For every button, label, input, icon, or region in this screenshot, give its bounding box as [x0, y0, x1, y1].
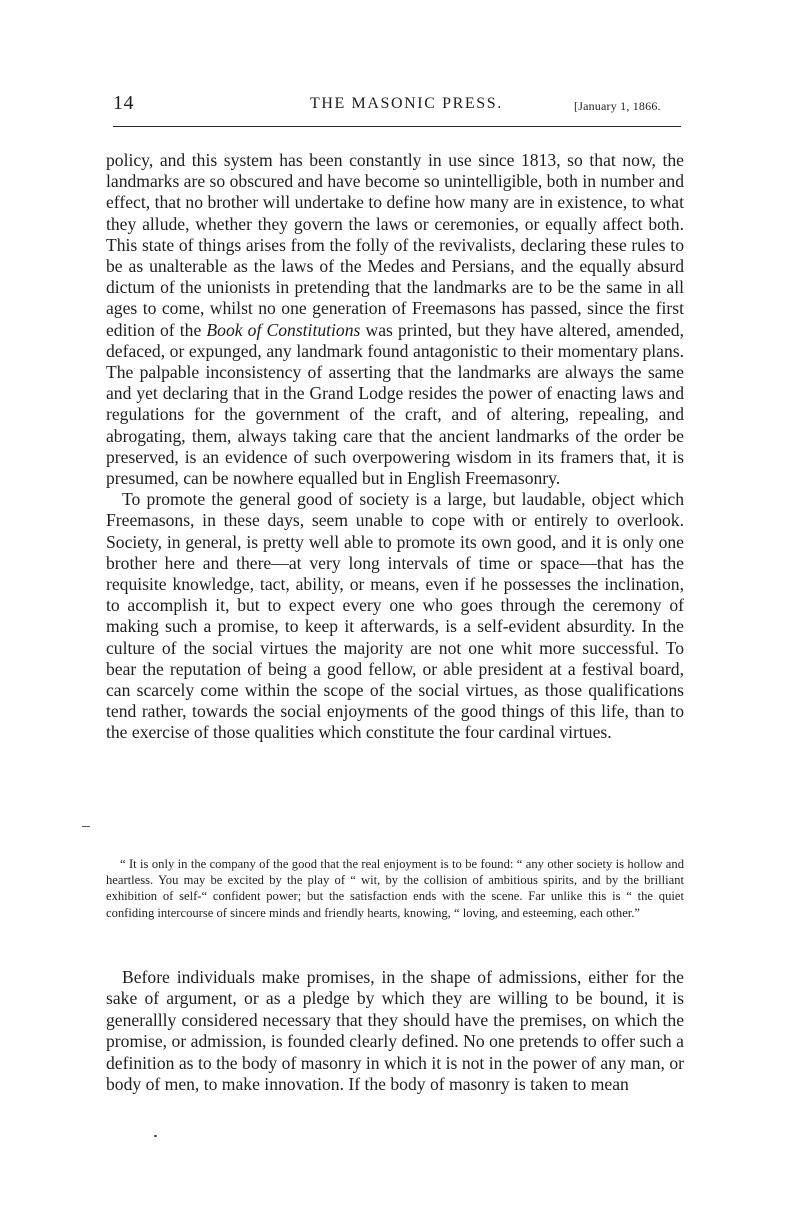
header-rule [113, 126, 681, 127]
paragraph-2: To promote the general good of society is a large, but laudable, object which Freemasons, in these days, seem unable to cope with or entirely to overlook. Society, in general, is pretty well able to promote its own good, and it is only one brother here and there—at very long intervals of time or space—that has the requisite knowledge, tact, ability, or means, even if he possesses the inclination, to accomplish it, but to expect every one who goes through the ceremony of making such a promise, to keep it afterwards, is a self-evident absurdity. In the culture of the social virtues the majority are not one whit more successful. To bear the reputation of being a good fellow, or able president at a festival board, can scarcely come within the scope of the social virtues, as those qualifications tend rather, towards the social enjoyments of the good things of this life, than to the exercise of those qualities which constitute the four cardinal virtues. [106, 489, 684, 743]
running-header [0, 92, 793, 122]
quote-text: “ It is only in the company of the good that the real enjoyment is to be found: “ any other society is hollow and heartless. You may be excited by the play of “ wit, by the collision of ambitious spirits, and by the brilliant exhibition of self-“ confident power; but the satisfaction ends with the scene. Far unlike this is “ the quiet confiding intercourse of sincere minds and friendly hearts, knowing, “ loving, and esteeming, each other.” [106, 857, 684, 920]
publication-title: THE MASONIC PRESS. [310, 95, 503, 112]
margin-mark [82, 826, 90, 827]
issue-date: [January 1, 1866. [574, 99, 661, 113]
book-title: Book of Constitutions [206, 319, 361, 340]
paragraph-1: policy, and this system has been constantly in use since 1813, so that now, the landmarks are so obscured and have become so unintelligible, both in number and effect, that no brother will undertake to define how many are in existence, to what they allude, whether they govern the laws or ceremonies, or equally affect both. This state of things arises from the folly of the revivalists, declaring these rules to be as unalterable as the laws of the Medes and Persians, and the equally absurd dictum of the unionists in pretending that the landmarks are to be the same in all ages to come, whilst no one generation of Freemasons has passed, since the first edition of the Book of Constitutions was printed, but they have altered, amended, defaced, or expunged, any landmark found antagonistic to their momentary plans. The palpable inconsistency of asserting that the landmarks are always the same and yet declaring that in the Grand Lodge resides the power of enacting laws and regulations for the government of the craft, and of altering, repealing, and abrogating, them, always taking care that the ancient landmarks of the order be preserved, is an evidence of such overpowering wisdom in its framers that, it is presumed, can be nowhere equalled but in English Freemasonry. [106, 150, 684, 489]
main-text [106, 150, 684, 744]
ink-speck [154, 1135, 157, 1137]
paragraph-3: Before individuals make promises, in the shape of admissions, either for the sake of argument, or as a pledge by which they are willing to be bound, it is generallly considered necessary that they should have the premises, on which the promise, or admission, is founded clearly defined. No one pretends to offer such a definition as to the body of masonry in which it is not in the power of any man, or body of men, to make innovation. If the body of masonry is taken to mean [106, 967, 684, 1095]
block-quote [106, 856, 684, 921]
page-number: 14 [113, 92, 134, 114]
main-text-continued [106, 967, 684, 1095]
